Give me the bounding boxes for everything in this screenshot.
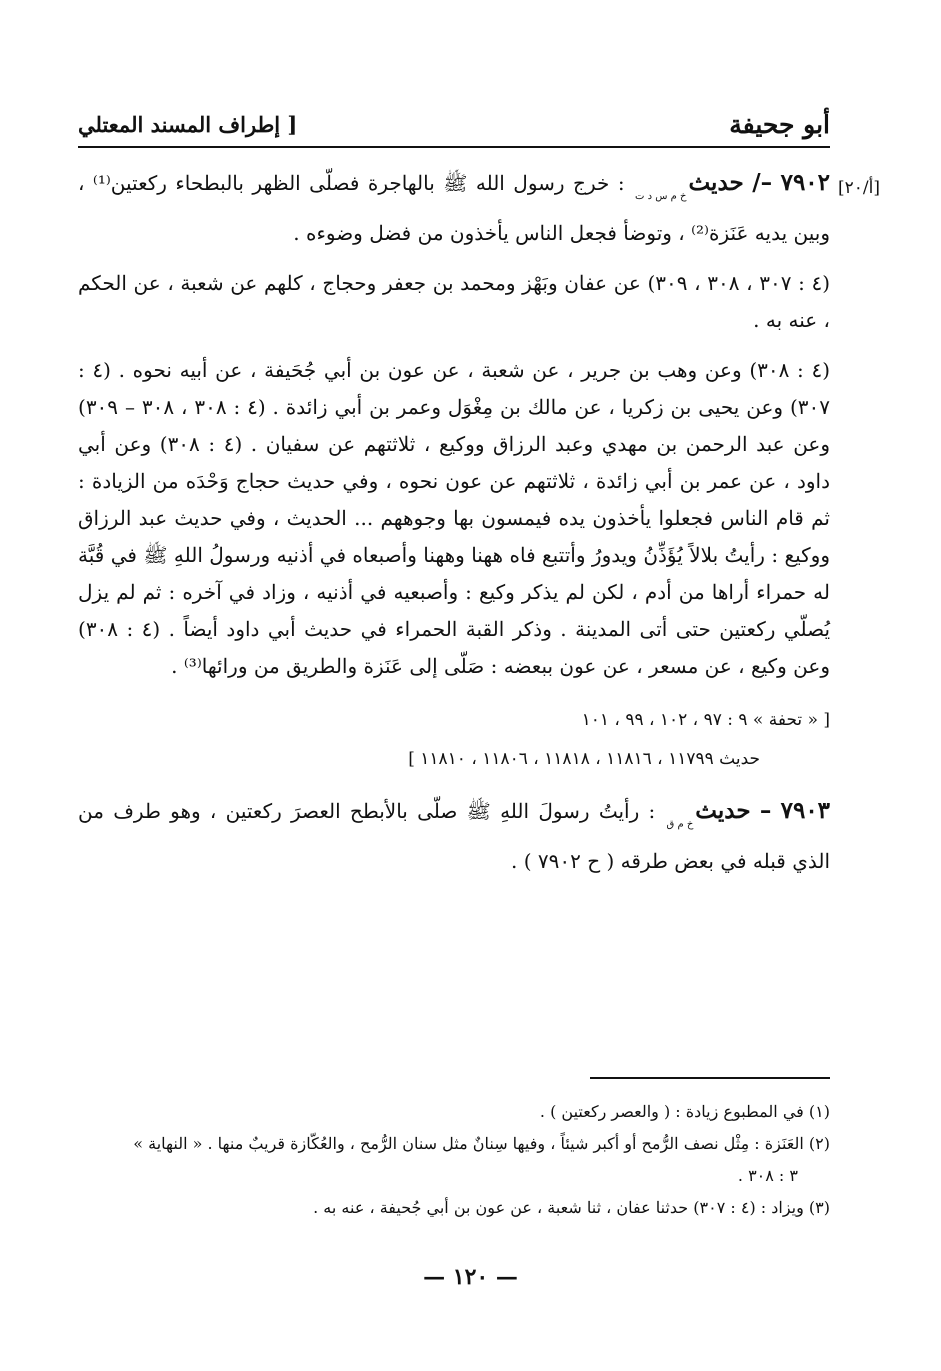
footnote-1: (١) في المطبوع زيادة : ( والعصر ركعتين ) . <box>539 1102 830 1121</box>
hadith-number: ۷۹۰۲ <box>780 169 831 196</box>
header-book-title: [ إطراف المسند المعتلي <box>78 112 298 137</box>
hadith-number: ۷۹۰۳ <box>780 797 831 824</box>
hadith-text: : رأيتُ رسولَ اللهِ ﷺ صلّى بالأبطح العصرَ ركعتين ، وهو طرف من الذي قبله في بعض طرقه ( ح ٧٩٠٢ ) . <box>78 799 830 873</box>
page-number: — ١٢٠ — <box>423 1264 518 1290</box>
tuhfa-line-2: حديث ١١٧٩٩ ، ١١٨١٦ ، ١١٨١٨ ، ١١٨٠٦ ، ١١٨١٠ ] <box>408 749 760 769</box>
running-header <box>78 106 830 148</box>
tuhfa-line-1: [ « تحفة » ٩ : ٩٧ ، ١٠٢ ، ٩٩ ، ١٠١ <box>581 710 830 730</box>
hadith-text: : خرج رسول الله ﷺ بالهاجرة فصلّى الظهر بالبطحاء ركعتين⁽¹⁾ ، وبين يديه عَنَزة⁽²⁾ ، وتوضأ فجعل الناس يأخذون من فضل وضوءه . <box>78 171 830 245</box>
footnote-3: (٣) ويزاد : (٤ : ٣٠٧) حدثنا عفان ، ثنا شعبة ، عن عون بن أبي جُحيفة ، عنه به . <box>313 1198 830 1217</box>
isnad-paragraph-2: (٤ : ٣٠٨) وعن وهب بن جرير ، عن شعبة ، عن عون بن أبي جُحَيفة ، عن أبيه نحوه . (٤ : ٣٠٧) وعن يحيى بن زكريا ، عن مالك بن مِغْوَل وعمر بن أبي زائدة . (٤ : ٣٠٨ ، ٣٠٨ – ٣٠٩) وعن عبد الرحمن بن مهدي وعبد الرزاق ووكيع ، ثلاثتهم عن سفيان . (٤ : ٣٠٨) وعن أبي داود ، عن عمر بن أبي زائدة ، ثلاثتهم عن عون نحوه ، وفي حديث حجاج وَحْدَه من الزيادة : ثم قام الناس فجعلوا يأخذون يده فيمسون بها وجوههم ... الحديث ، وفي حديث عبد الرزاق ووكيع : رأيتُ بلالاً يُؤَذِّنُ ويدورُ وأتتبع فاه ههنا وههنا وأصبعاه في أذنيه ورسولُ اللهِ ﷺ في قُبَّة له حمراء أراها من أدم ، لكن لم يذكر وكيع : وأصبعيه في أذنيه ، وزاد في آخره : ثم لم يزل يُصلّي ركعتين حتى أتى المدينة . وذكر القبة الحمراء في حديث أبي داود أيضاً . (٤ : ٣٠٨) وعن وكيع ، عن مسعر ، عن عون ببعضه : صَلّى إلى عَنَزة والطريق من ورائها⁽³⁾ . <box>78 358 831 678</box>
hadith-sigla: خ م س د ت <box>635 191 687 202</box>
hadith-slash: –/ <box>752 169 773 196</box>
footnote-2: (٢) العَنَزة : مِثْل نصف الرُّمح أو أكبر شيئاً ، وفيها سِنانٌ مثل سنان الرُّمح ، والعُكّازة قريبٌ منها . « النهاية » <box>133 1134 830 1153</box>
hadith-dash: – <box>759 797 772 824</box>
footnote-2-continued: ٣ : ٣٠٨ . <box>737 1166 798 1185</box>
footnote-separator <box>590 1077 830 1079</box>
hadith-sigla: خ م ق <box>666 819 694 830</box>
manuscript-folio-note: [۲۰/أ] <box>838 178 880 198</box>
hadith-word: حديث <box>688 169 744 196</box>
header-section-title: أبو جحيفة <box>729 110 830 139</box>
hadith-word: حديث <box>695 797 751 824</box>
main-text <box>78 164 830 880</box>
footnotes <box>78 1096 830 1224</box>
hadith-entry-7902 <box>78 164 830 252</box>
tuhfa-reference <box>78 701 830 779</box>
isnad-paragraph-1: (٤ : ٣٠٧ ، ٣٠٨ ، ٣٠٩) عن عفان وبَهْز ومحمد بن جعفر وحجاج ، كلهم عن شعبة ، عن الحكم ، عنه به . <box>78 271 830 332</box>
hadith-entry-7903 <box>78 792 830 880</box>
